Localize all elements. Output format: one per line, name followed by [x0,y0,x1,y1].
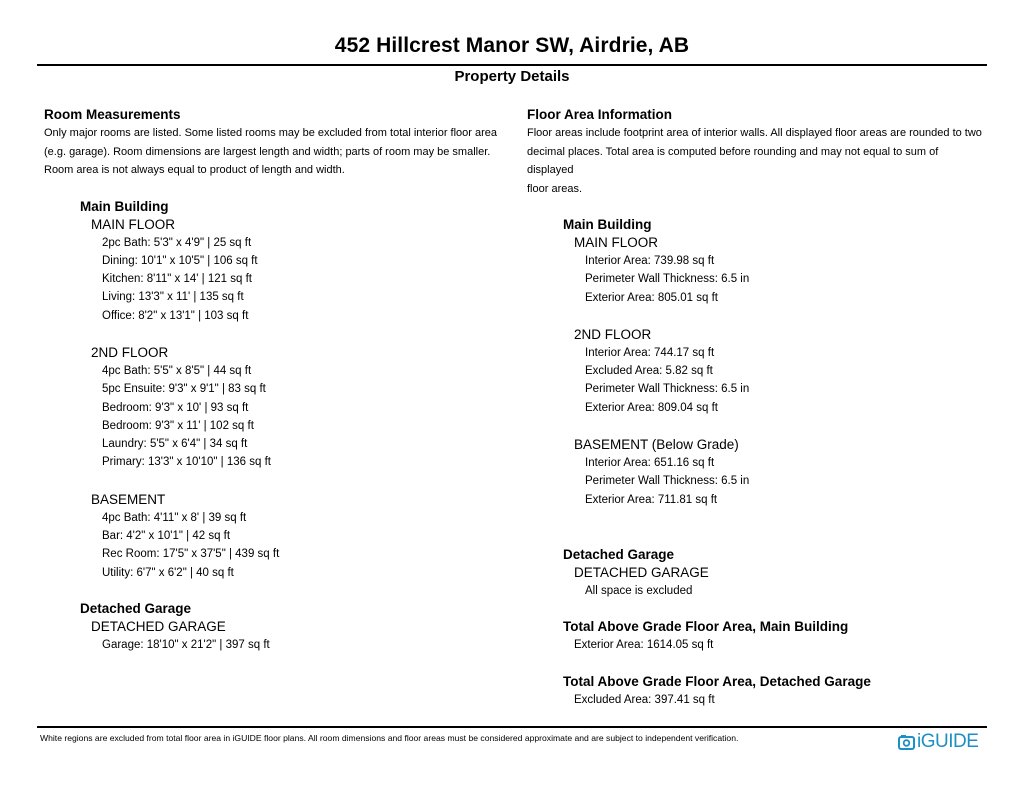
floor-title: 2ND FLOOR [574,326,652,342]
room-item: Utility: 6'7" x 6'2" | 40 sq ft [102,566,234,579]
building-title: Main Building [80,198,169,214]
floor-title: DETACHED GARAGE [91,618,226,634]
building-title: Detached Garage [80,600,192,616]
building-title: Detached Garage [563,546,675,562]
title-divider [37,64,987,66]
footer-disclaimer: White regions are excluded from total floor area in iGUIDE floor plans. All room dimensions and floor areas must be considered approximate and are subject to independent verification. [40,733,739,743]
room-item: Bar: 4'2" x 10'1" | 42 sq ft [102,530,231,543]
room-item: Laundry: 5'5" x 6'4" | 34 sq ft [102,438,248,451]
area-item: Interior Area: 744.17 sq ft [585,346,715,359]
room-item: 5pc Ensuite: 9'3" x 9'1" | 83 sq ft [102,383,266,396]
note-line: Floor areas include footprint area of interior walls. All displayed floor areas are rounded to two [527,127,982,139]
iguide-logo-text: iGUIDE [917,731,979,752]
room-item: Bedroom: 9'3" x 10' | 93 sq ft [102,401,249,414]
rooms-main-building [44,198,504,655]
room-item: Living: 13'3" x 11' | 135 sq ft [102,291,244,304]
note-line: decimal places. Total area is computed before rounding and may not equal to sum of displayed [527,145,939,176]
room-item: 4pc Bath: 4'11" x 8' | 39 sq ft [102,511,247,524]
room-item: 4pc Bath: 5'5" x 8'5" | 44 sq ft [102,364,252,377]
area-item: Exterior Area: 805.01 sq ft [585,291,718,304]
area-item: Interior Area: 651.16 sq ft [585,457,715,470]
room-measurements-heading: Room Measurements [44,107,181,122]
floor-title: DETACHED GARAGE [574,564,709,580]
area-item: Interior Area: 739.98 sq ft [585,255,715,267]
floor-area-note [527,124,987,198]
room-item: 2pc Bath: 5'3" x 4'9" | 25 sq ft [102,236,252,249]
note-line: Room area is not always equal to product of length and width. [44,164,345,176]
area-item: Excluded Area: 5.82 sq ft [585,365,713,378]
total-garage-title: Total Above Grade Floor Area, Detached Garage [563,673,871,689]
total-main-value: Exterior Area: 1614.05 sq ft [574,639,714,652]
floor-area-column [527,106,987,709]
building-title: Main Building [563,217,652,232]
room-item: Dining: 10'1" x 10'5" | 106 sq ft [102,254,258,267]
floor-title: BASEMENT [91,491,166,507]
iguide-camera-icon [898,735,915,750]
room-item: Rec Room: 17'5" x 37'5" | 439 sq ft [102,548,280,561]
room-measurements-column [44,106,504,654]
floor-area-heading: Floor Area Information [527,107,673,122]
page-subtitle: Property Details [454,68,570,85]
floor-title: MAIN FLOOR [574,235,659,250]
area-item: All space is excluded [585,584,693,597]
area-item: Perimeter Wall Thickness: 6.5 in [585,475,750,488]
room-item: Kitchen: 8'11" x 14' | 121 sq ft [102,273,252,286]
room-item: Primary: 13'3" x 10'10" | 136 sq ft [102,456,271,469]
note-line: Only major rooms are listed. Some listed rooms may be excluded from total interior floor area [44,127,498,139]
area-item: Exterior Area: 711.81 sq ft [585,493,718,506]
area-item: Exterior Area: 809.04 sq ft [585,401,718,414]
area-item: Perimeter Wall Thickness: 6.5 in [585,273,750,286]
total-garage-value: Excluded Area: 397.41 sq ft [574,693,715,706]
floor-title: MAIN FLOOR [91,216,176,232]
room-item: Bedroom: 9'3" x 11' | 102 sq ft [102,419,254,432]
footer-divider [37,726,987,728]
room-item: Garage: 18'10" x 21'2" | 397 sq ft [102,638,270,651]
note-line: floor areas. [527,182,583,195]
floor-title: 2ND FLOOR [91,344,169,360]
note-line: (e.g. garage). Room dimensions are largest length and width; parts of room may be smaller. [44,145,491,158]
areas-main-building [527,216,987,709]
total-main-title: Total Above Grade Floor Area, Main Building [563,619,849,635]
floor-title: BASEMENT (Below Grade) [574,437,739,453]
iguide-logo [898,731,978,753]
area-item: Perimeter Wall Thickness: 6.5 in [585,383,750,396]
room-measurements-note [44,124,504,180]
room-item: Office: 8'2" x 13'1" | 103 sq ft [102,309,249,322]
page-title: 452 Hillcrest Manor SW, Airdrie, AB [334,34,690,57]
